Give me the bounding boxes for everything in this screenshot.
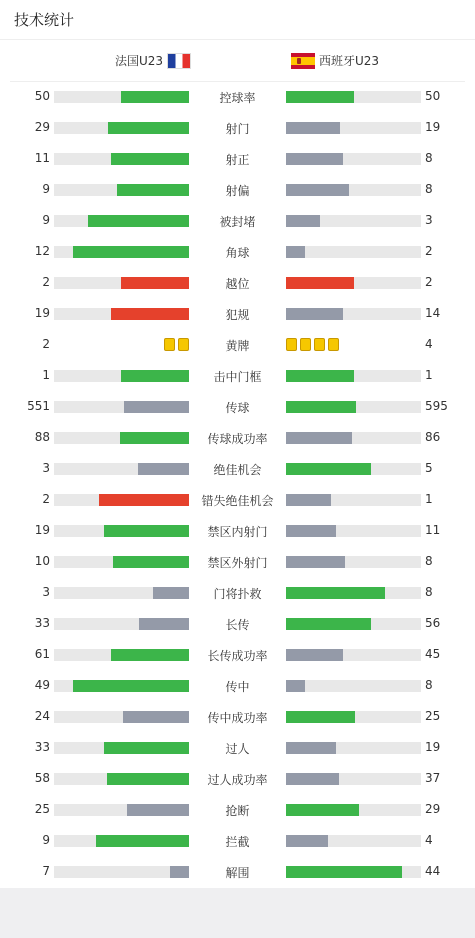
away-bar-track: [286, 804, 421, 816]
away-bar-track: [286, 525, 421, 537]
away-bar-fill: [286, 370, 354, 382]
away-bar-track: [286, 215, 421, 227]
home-value: 3: [42, 585, 50, 599]
stat-row: [0, 515, 475, 546]
stat-label: 门将扑救: [213, 587, 262, 601]
home-bar-track: [54, 835, 189, 847]
stat-row: [0, 422, 475, 453]
away-bar-fill: [286, 277, 354, 289]
away-value: 595: [425, 399, 448, 413]
home-value: 61: [34, 647, 50, 661]
stat-label: 越位: [225, 277, 250, 291]
home-bar-fill: [120, 432, 189, 444]
stat-row: [0, 856, 475, 887]
stat-label: 错失绝佳机会: [201, 494, 274, 508]
home-value: 25: [34, 802, 50, 816]
home-value: 3: [42, 461, 50, 475]
away-value: 2: [425, 244, 433, 258]
section-header: [0, 0, 475, 40]
home-bar-track: [54, 432, 189, 444]
home-bar-fill: [73, 246, 189, 258]
away-bar-track: [286, 587, 421, 599]
away-bar-track: [286, 153, 421, 165]
stat-label: 传球成功率: [207, 432, 268, 446]
away-bar-track: [286, 277, 421, 289]
away-team[interactable]: [291, 52, 379, 69]
stat-label: 长传: [225, 618, 250, 632]
stat-label: 传球: [225, 401, 250, 415]
away-value: 37: [425, 771, 441, 785]
page-footer-space: [0, 888, 475, 938]
away-value: 25: [425, 709, 441, 723]
home-value: 9: [42, 182, 50, 196]
away-bar-track: [286, 122, 421, 134]
stat-row: [0, 670, 475, 701]
away-value: 8: [425, 678, 433, 692]
home-bar-fill: [108, 122, 189, 134]
yellow-card-icon: [300, 338, 311, 351]
home-bar-track: [54, 91, 189, 103]
home-value: 9: [42, 833, 50, 847]
home-value: 58: [34, 771, 50, 785]
stat-row: [0, 143, 475, 174]
away-bar-track: [286, 91, 421, 103]
away-yellow-cards: [286, 338, 339, 351]
home-bar-track: [54, 773, 189, 785]
home-bar-track: [54, 370, 189, 382]
stat-row: [0, 484, 475, 515]
france-flag-icon: [167, 53, 191, 69]
home-bar-fill: [111, 649, 189, 661]
away-value: 1: [425, 492, 433, 506]
away-value: 8: [425, 585, 433, 599]
home-bar-fill: [107, 773, 189, 785]
home-bar-fill: [117, 184, 189, 196]
away-bar-fill: [286, 246, 305, 258]
stat-row: [0, 236, 475, 267]
home-bar-fill: [139, 618, 189, 630]
home-bar-track: [54, 711, 189, 723]
spain-flag-icon: [291, 53, 315, 69]
stat-row: [0, 391, 475, 422]
away-value: 5: [425, 461, 433, 475]
home-value: 7: [42, 864, 50, 878]
home-bar-fill: [170, 866, 189, 878]
home-value: 12: [34, 244, 50, 258]
away-value: 8: [425, 182, 433, 196]
stat-label: 射正: [225, 153, 250, 167]
home-bar-fill: [138, 463, 189, 475]
stat-row: [0, 174, 475, 205]
home-bar-track: [54, 494, 189, 506]
home-value: 10: [34, 554, 50, 568]
away-bar-track: [286, 246, 421, 258]
stat-label: 控球率: [219, 91, 256, 105]
home-bar-fill: [111, 308, 189, 320]
away-bar-track: [286, 463, 421, 475]
away-value: 29: [425, 802, 441, 816]
away-value: 4: [425, 337, 433, 351]
stat-row: [0, 81, 475, 112]
stat-row: [0, 267, 475, 298]
away-bar-fill: [286, 153, 343, 165]
stat-label: 长传成功率: [207, 649, 268, 663]
away-bar-fill: [286, 835, 328, 847]
away-bar-fill: [286, 649, 343, 661]
stat-row: [0, 546, 475, 577]
stat-row: [0, 329, 475, 360]
stat-row: [0, 577, 475, 608]
away-bar-fill: [286, 618, 371, 630]
home-value: 19: [34, 523, 50, 537]
stats-list: [0, 81, 475, 887]
away-value: 56: [425, 616, 441, 630]
home-bar-fill: [113, 556, 189, 568]
stat-row: [0, 701, 475, 732]
away-bar-fill: [286, 184, 349, 196]
stat-label: 击中门框: [213, 370, 262, 384]
stat-row: [0, 794, 475, 825]
home-bar-fill: [123, 711, 189, 723]
home-value: 29: [34, 120, 50, 134]
home-bar-track: [54, 401, 189, 413]
stat-label: 传中: [225, 680, 250, 694]
stat-label: 绝佳机会: [213, 463, 262, 477]
home-value: 33: [34, 616, 50, 630]
away-value: 45: [425, 647, 441, 661]
stat-label: 犯规: [225, 308, 250, 322]
home-bar-fill: [121, 370, 189, 382]
stat-row: [0, 608, 475, 639]
home-bar-fill: [88, 215, 189, 227]
away-bar-track: [286, 618, 421, 630]
home-value: 9: [42, 213, 50, 227]
away-bar-fill: [286, 525, 336, 537]
away-bar-track: [286, 556, 421, 568]
away-bar-track: [286, 711, 421, 723]
stat-row: [0, 732, 475, 763]
teams-row: [10, 40, 465, 82]
away-bar-track: [286, 401, 421, 413]
home-value: 2: [42, 275, 50, 289]
stat-label: 解围: [225, 866, 250, 880]
stat-label: 射门: [225, 122, 250, 136]
away-bar-fill: [286, 556, 345, 568]
yellow-card-icon: [328, 338, 339, 351]
yellow-card-icon: [178, 338, 189, 351]
away-bar-fill: [286, 866, 402, 878]
stat-label: 拦截: [225, 835, 250, 849]
home-bar-fill: [73, 680, 189, 692]
home-value: 11: [34, 151, 50, 165]
home-bar-fill: [153, 587, 189, 599]
home-value: 2: [42, 337, 50, 351]
stat-row: [0, 763, 475, 794]
away-bar-track: [286, 835, 421, 847]
home-value: 33: [34, 740, 50, 754]
away-bar-track: [286, 184, 421, 196]
home-bar-track: [54, 246, 189, 258]
home-value: 551: [27, 399, 50, 413]
away-bar-fill: [286, 804, 359, 816]
away-bar-fill: [286, 463, 371, 475]
stat-label: 被封堵: [219, 215, 256, 229]
away-team-name: 西班牙U23: [319, 54, 380, 68]
away-bar-track: [286, 370, 421, 382]
home-bar-track: [54, 122, 189, 134]
away-value: 86: [425, 430, 441, 444]
away-bar-fill: [286, 587, 385, 599]
away-value: 19: [425, 740, 441, 754]
away-bar-track: [286, 680, 421, 692]
home-team-name: 法国U23: [114, 54, 163, 68]
stat-label: 过人成功率: [207, 773, 268, 787]
home-bar-fill: [104, 525, 189, 537]
away-bar-fill: [286, 742, 336, 754]
home-bar-track: [54, 153, 189, 165]
home-value: 50: [34, 89, 50, 103]
home-value: 2: [42, 492, 50, 506]
home-team[interactable]: [115, 52, 191, 69]
away-bar-track: [286, 649, 421, 661]
home-bar-track: [54, 215, 189, 227]
away-value: 44: [425, 864, 441, 878]
away-bar-track: [286, 308, 421, 320]
stat-label: 传中成功率: [207, 711, 268, 725]
away-value: 1: [425, 368, 433, 382]
home-bar-track: [54, 680, 189, 692]
stat-row: [0, 205, 475, 236]
away-bar-fill: [286, 494, 331, 506]
stat-label: 过人: [225, 742, 250, 756]
home-bar-track: [54, 556, 189, 568]
home-bar-fill: [104, 742, 189, 754]
stat-row: [0, 453, 475, 484]
away-value: 3: [425, 213, 433, 227]
away-bar-fill: [286, 432, 352, 444]
yellow-card-icon: [286, 338, 297, 351]
stat-row: [0, 825, 475, 856]
away-value: 14: [425, 306, 441, 320]
stat-row: [0, 298, 475, 329]
home-bar-fill: [121, 91, 189, 103]
home-bar-fill: [127, 804, 189, 816]
away-value: 8: [425, 554, 433, 568]
stat-label: 角球: [225, 246, 250, 260]
stat-label: 射偏: [225, 184, 250, 198]
home-bar-track: [54, 587, 189, 599]
away-bar-fill: [286, 711, 355, 723]
away-bar-fill: [286, 401, 356, 413]
stat-row: [0, 112, 475, 143]
stat-label: 黄牌: [225, 339, 250, 353]
away-bar-fill: [286, 680, 305, 692]
stat-row: [0, 360, 475, 391]
yellow-card-icon: [314, 338, 325, 351]
away-value: 2: [425, 275, 433, 289]
home-bar-track: [54, 866, 189, 878]
home-bar-track: [54, 618, 189, 630]
home-value: 49: [34, 678, 50, 692]
home-bar-fill: [99, 494, 189, 506]
home-bar-track: [54, 463, 189, 475]
away-bar-fill: [286, 308, 343, 320]
home-bar-fill: [96, 835, 189, 847]
away-bar-track: [286, 494, 421, 506]
home-bar-fill: [121, 277, 189, 289]
home-bar-track: [54, 804, 189, 816]
away-value: 8: [425, 151, 433, 165]
away-bar-fill: [286, 91, 354, 103]
home-value: 19: [34, 306, 50, 320]
stat-row: [0, 639, 475, 670]
away-value: 11: [425, 523, 441, 537]
home-bar-track: [54, 184, 189, 196]
away-value: 50: [425, 89, 441, 103]
home-bar-track: [54, 308, 189, 320]
home-value: 24: [34, 709, 50, 723]
home-bar-track: [54, 277, 189, 289]
away-bar-track: [286, 742, 421, 754]
home-bar-track: [54, 649, 189, 661]
home-bar-fill: [111, 153, 189, 165]
stat-label: 抢断: [225, 804, 250, 818]
home-bar-track: [54, 742, 189, 754]
stat-label: 禁区内射门: [207, 525, 268, 539]
yellow-card-icon: [164, 338, 175, 351]
home-yellow-cards: [164, 338, 189, 351]
home-value: 88: [34, 430, 50, 444]
home-value: 1: [42, 368, 50, 382]
away-bar-track: [286, 432, 421, 444]
away-bar-fill: [286, 773, 339, 785]
home-bar-fill: [124, 401, 189, 413]
away-bar-fill: [286, 122, 340, 134]
stat-label: 禁区外射门: [207, 556, 268, 570]
home-bar-track: [54, 525, 189, 537]
page-title: 技术统计: [14, 11, 75, 29]
away-bar-fill: [286, 215, 320, 227]
away-value: 4: [425, 833, 433, 847]
away-value: 19: [425, 120, 441, 134]
away-bar-track: [286, 773, 421, 785]
away-bar-track: [286, 866, 421, 878]
